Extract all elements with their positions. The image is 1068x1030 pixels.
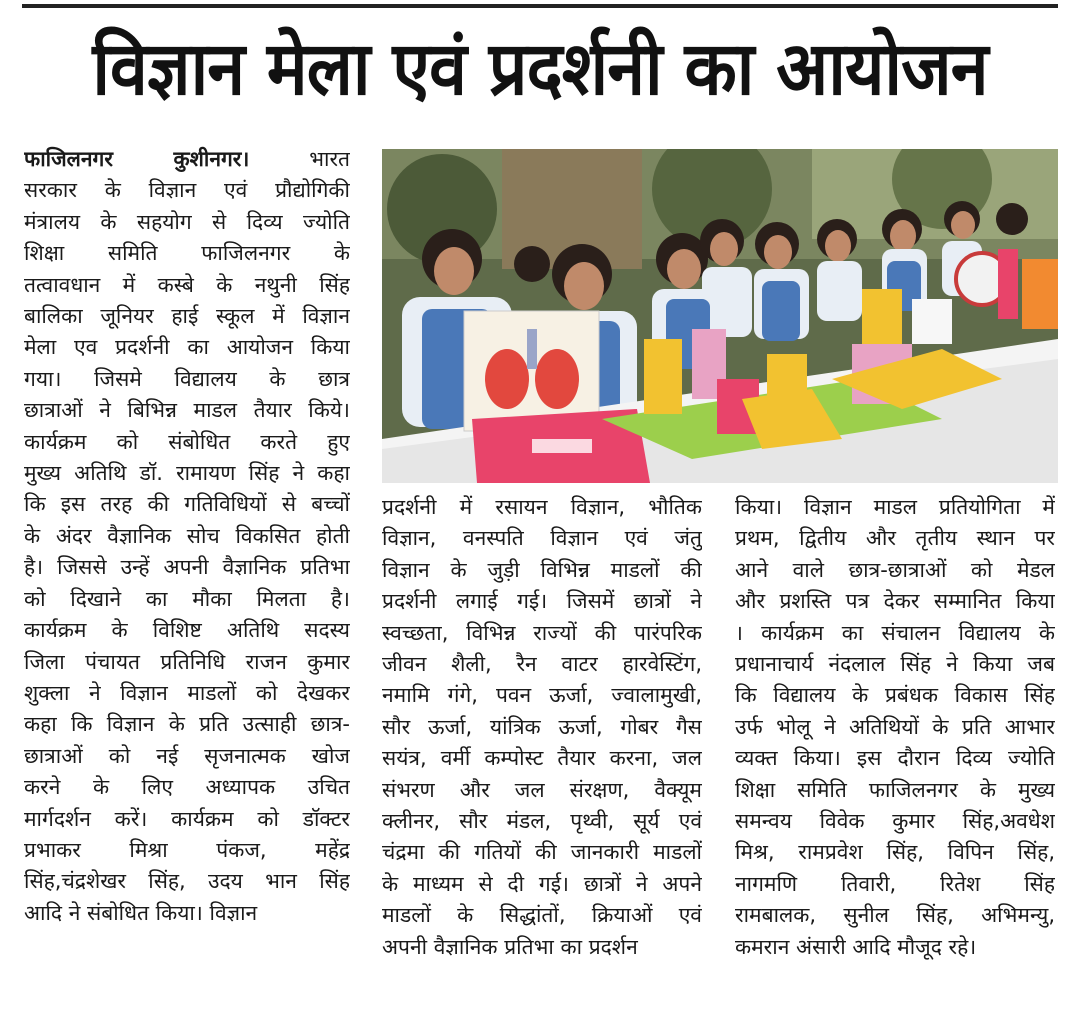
- column-line: नागमणि तिवारी, रितेश सिंह: [735, 871, 1055, 896]
- column-line: मिश्र, रामप्रवेश सिंह, विपिन सिंह,: [735, 840, 1055, 865]
- column-line: प्रथम, द्वितीय और तृतीय स्थान पर: [735, 526, 1055, 551]
- column-line: शिक्षा समिति फाजिलनगर के: [24, 241, 350, 266]
- column-line: उर्फ भोलू ने अतिथियों के प्रति आभार: [735, 714, 1055, 739]
- column-line: के माध्यम से दी गई। छात्रों ने अपने: [382, 871, 702, 896]
- column-line: करने के लिए अध्यापक उचित: [24, 775, 350, 800]
- column-line: मुख्य अतिथि डॉ. रामायण सिंह ने कहा: [24, 461, 350, 486]
- column-line: नमामि गंगे, पवन ऊर्जा, ज्वालामुखी,: [382, 683, 702, 708]
- column-line: समन्वय विवेक कुमार सिंह,अवधेश: [735, 809, 1055, 834]
- column-line: प्रदर्शनी में रसायन विज्ञान, भौतिक: [382, 495, 702, 519]
- column-line: व्यक्त किया। इस दौरान दिव्य ज्योति: [735, 746, 1055, 771]
- column-line: कार्यक्रम के विशिष्ट अतिथि सदस्य: [24, 618, 350, 643]
- column-line: कि विद्यालय के प्रबंधक विकास सिंह: [735, 683, 1055, 708]
- column-line: शुक्ला ने विज्ञान माडलों को देखकर: [24, 680, 350, 705]
- column-line: कमरान अंसारी आदि मौजूद रहे।: [735, 934, 977, 959]
- column-line: कहा कि विज्ञान के प्रति उत्साही छात्र-: [24, 712, 350, 737]
- column-line: सिंह,चंद्रशेखर सिंह, उदय भान सिंह: [24, 869, 350, 894]
- column-line: प्रधानाचार्य नंदलाल सिंह ने किया जब: [735, 652, 1055, 677]
- column-line: गया। जिसमे विद्यालय के छात्र: [24, 366, 350, 391]
- masthead-rule: [22, 4, 1058, 8]
- column-line: बालिका जूनियर हाई स्कूल में विज्ञान: [24, 304, 350, 329]
- column-line: । कार्यक्रम का संचालन विद्यालय के: [735, 620, 1055, 645]
- event-photo: [382, 149, 1058, 483]
- column-line: प्रभाकर मिश्रा पंकज, महेंद्र: [24, 837, 350, 862]
- column-line: मेला एव प्रदर्शनी का आयोजन किया: [24, 335, 350, 360]
- column-line: जीवन शैली, रैन वाटर हारवेस्टिंग,: [382, 652, 702, 677]
- column-line: अपनी वैज्ञानिक प्रतिभा का प्रदर्शन: [382, 934, 638, 959]
- column-line: रामबालक, सुनील सिंह, अभिमन्यु,: [735, 903, 1055, 928]
- column-line: किया। विज्ञान माडल प्रतियोगिता में: [735, 495, 1055, 519]
- column-text: भारत: [249, 147, 350, 171]
- column-line: आने वाले छात्र-छात्राओं को मेडल: [735, 557, 1055, 582]
- column-line: मार्गदर्शन करें। कार्यक्रम को डॉक्टर: [24, 806, 350, 831]
- column-line: [24, 144, 350, 175]
- column-line: क्लीनर, सौर मंडल, पृथ्वी, सूर्य एवं: [382, 809, 702, 834]
- column-line: शिक्षा समिति फाजिलनगर के मुख्य: [735, 777, 1055, 802]
- article-column-1: [24, 144, 350, 929]
- column-line: चंद्रमा की गतियों की जानकारी माडलों: [382, 840, 702, 865]
- students-with-science-models-image: [382, 149, 1058, 483]
- article-column-3: [735, 492, 1055, 963]
- headline: विज्ञान मेला एवं प्रदर्शनी का आयोजन: [92, 26, 988, 112]
- column-line: स्वच्छता, विभिन्न राज्यों की पारंपरिक: [382, 620, 702, 645]
- column-line: जिला पंचायत प्रतिनिधि राजन कुमार: [24, 649, 350, 674]
- column-line: संभरण और जल संरक्षण, वैक्यूम: [382, 777, 702, 802]
- column-line: सरकार के विज्ञान एवं प्रौद्योगिकी: [24, 178, 350, 203]
- column-line: के अंदर वैज्ञानिक सोच विकसित होती: [24, 523, 350, 548]
- column-line: आदि ने संबोधित किया। विज्ञान: [24, 900, 258, 925]
- column-line: प्रदर्शनी लगाई गई। जिसमें छात्रों ने: [382, 589, 702, 614]
- column-line: छात्राओं ने बिभिन्न माडल तैयार किये।: [24, 398, 350, 423]
- article-column-2: [382, 492, 702, 963]
- dateline: फाजिलनगर कुशीनगर।: [24, 147, 250, 171]
- column-line: कि इस तरह की गतिविधियों से बच्चों: [24, 492, 350, 517]
- column-line: और प्रशस्ति पत्र देकर सम्मानित किया: [735, 589, 1055, 614]
- column-line: है। जिससे उन्हें अपनी वैज्ञानिक प्रतिभा: [24, 555, 350, 580]
- column-line: तत्वावधान में कस्बे के नथुनी सिंह: [24, 272, 350, 297]
- column-line: मंत्रालय के सहयोग से दिव्य ज्योति: [24, 209, 350, 234]
- column-line: सयंत्र, वर्मी कम्पोस्ट तैयार करना, जल: [382, 746, 702, 771]
- column-line: कार्यक्रम को संबोधित करते हुए: [24, 429, 350, 454]
- column-line: को दिखाने का मौका मिलता है।: [24, 586, 350, 611]
- column-line: विज्ञान के जुड़ी विभिन्न माडलों की: [382, 557, 702, 582]
- column-line: सौर ऊर्जा, यांत्रिक ऊर्जा, गोबर गैस: [382, 714, 702, 739]
- column-line: विज्ञान, वनस्पति विज्ञान एवं जंतु: [382, 526, 702, 551]
- column-line: छात्राओं को नई सृजनात्मक खोज: [24, 743, 350, 768]
- column-line: माडलों के सिद्धांतों, क्रियाओं एवं: [382, 903, 702, 928]
